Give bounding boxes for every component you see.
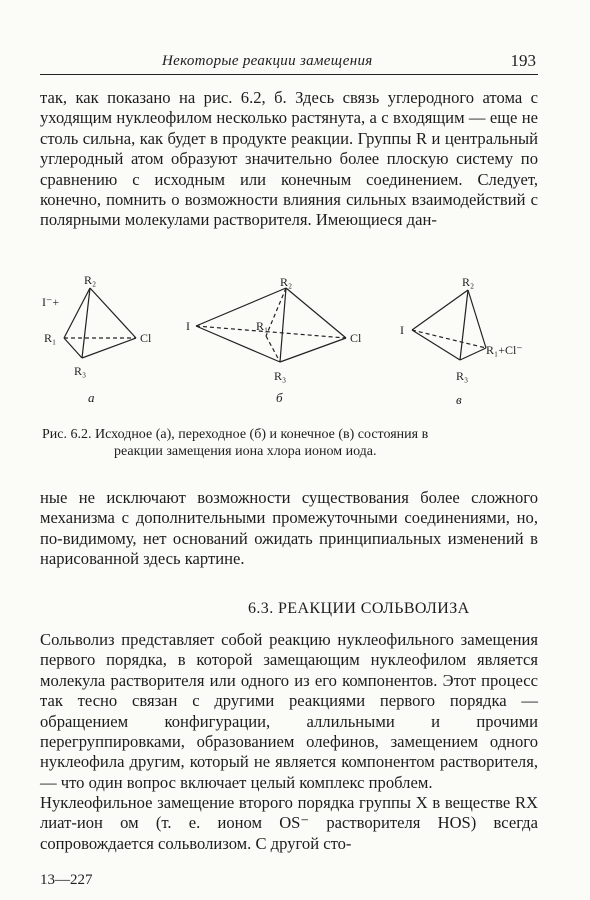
paragraph-1 [40, 88, 538, 231]
edge-b-3 [286, 288, 346, 338]
c-R2: R₂ [462, 275, 475, 289]
c-R3: R₃ [456, 369, 469, 383]
c-I: I [400, 323, 404, 337]
b-I: I [186, 319, 190, 333]
page-number: 193 [510, 51, 536, 70]
a-R2: R₂ [84, 273, 97, 287]
caption-line-2: реакции замещения иона хлора ионом иода. [114, 444, 377, 459]
edge-c-5 [460, 348, 486, 360]
edge-a-1 [64, 288, 90, 338]
edge-c-6 [412, 330, 486, 348]
figure-drawing [40, 262, 538, 422]
paragraph-1-text: так, как показано на рис. 6.2, б. Здесь связь углеродного атома с уходящим нуклеофилом несколько растянута, а с входящим — еще не столь сильна, как будет в продукте реакции. Группы R и центральный углеродный атом образуют значительно более плоскую систему по сравнению с исходным или конечным соединением. Следует, конечно, помнить о возможности влияния сильных взаимодействий с полярными молекулами растворителя. Имеющиеся дан- [40, 88, 538, 230]
paragraph-2-text: ные не исключают возможности существования более сложного механизма с дополнительными промежуточными соединениями, но, по-видимому, нет оснований ожидать принципиальных изменений в нарисованной здесь картине. [40, 488, 538, 569]
paragraph-2 [40, 488, 538, 570]
running-title: Некоторые реакции замещения [162, 53, 373, 69]
paragraph-4 [40, 793, 538, 854]
edge-a-5 [82, 338, 136, 358]
edge-b-7 [266, 336, 280, 362]
edge-a-4 [64, 338, 82, 358]
b-R3: R₃ [274, 369, 287, 383]
b-R1: R₁ [256, 319, 269, 333]
sublabel-c: в [456, 392, 462, 407]
diagram-b [196, 288, 346, 362]
section-title: 6.3. РЕАКЦИИ СОЛЬВОЛИЗА [248, 600, 470, 617]
diagram-c [412, 290, 486, 360]
running-header [40, 52, 538, 75]
c-R1Cl: R₁+Cl⁻ [486, 343, 523, 357]
edge-c-1 [412, 290, 468, 330]
sublabel-a: а [88, 390, 95, 405]
edge-b-5 [280, 288, 286, 362]
a-I: I⁻+ [42, 295, 60, 309]
b-R2: R₂ [280, 275, 293, 289]
a-Cl: Cl [140, 331, 152, 345]
edge-a-3 [90, 288, 136, 338]
a-R3: R₃ [74, 364, 87, 378]
paragraph-3 [40, 630, 538, 793]
caption-line-1: Рис. 6.2. Исходное (а), переходное (б) и конечное (в) состояния в [42, 427, 429, 442]
edge-a-2 [82, 288, 90, 358]
edge-c-4 [468, 290, 486, 348]
signature-mark: 13—227 [40, 872, 93, 888]
edge-c-2 [412, 330, 460, 360]
diagram-a [64, 288, 136, 358]
a-R1: R₁ [44, 331, 57, 345]
edge-c-3 [460, 290, 468, 360]
paragraph-4-text: Нуклеофильное замещение второго порядка группы X в веществе RX лиат-ион ом (т. е. ионом OS⁻ растворителя HOS) всегда сопровождается сольволизом. С другой сто- [40, 793, 538, 853]
paragraph-3-text: Сольволиз представляет собой реакцию нуклеофильного замещения первого порядка, в которой замещающим нуклеофилом является молекула растворителя или одного из его компонентов. Этот процесс так тесно связан с другими реакциями первого порядка — обращением конфигурации, аллильными и прочими перегруппировками, образованием олефинов, замещением одного нуклеофила другим, который не является компонентом растворителя, — что один вопрос включает целый комплекс проблем. [40, 630, 538, 792]
edge-b-4 [280, 338, 346, 362]
b-Cl: Cl [350, 331, 362, 345]
sublabel-b: б [276, 390, 283, 405]
figure-6-2 [40, 262, 538, 422]
figure-caption [42, 426, 536, 460]
